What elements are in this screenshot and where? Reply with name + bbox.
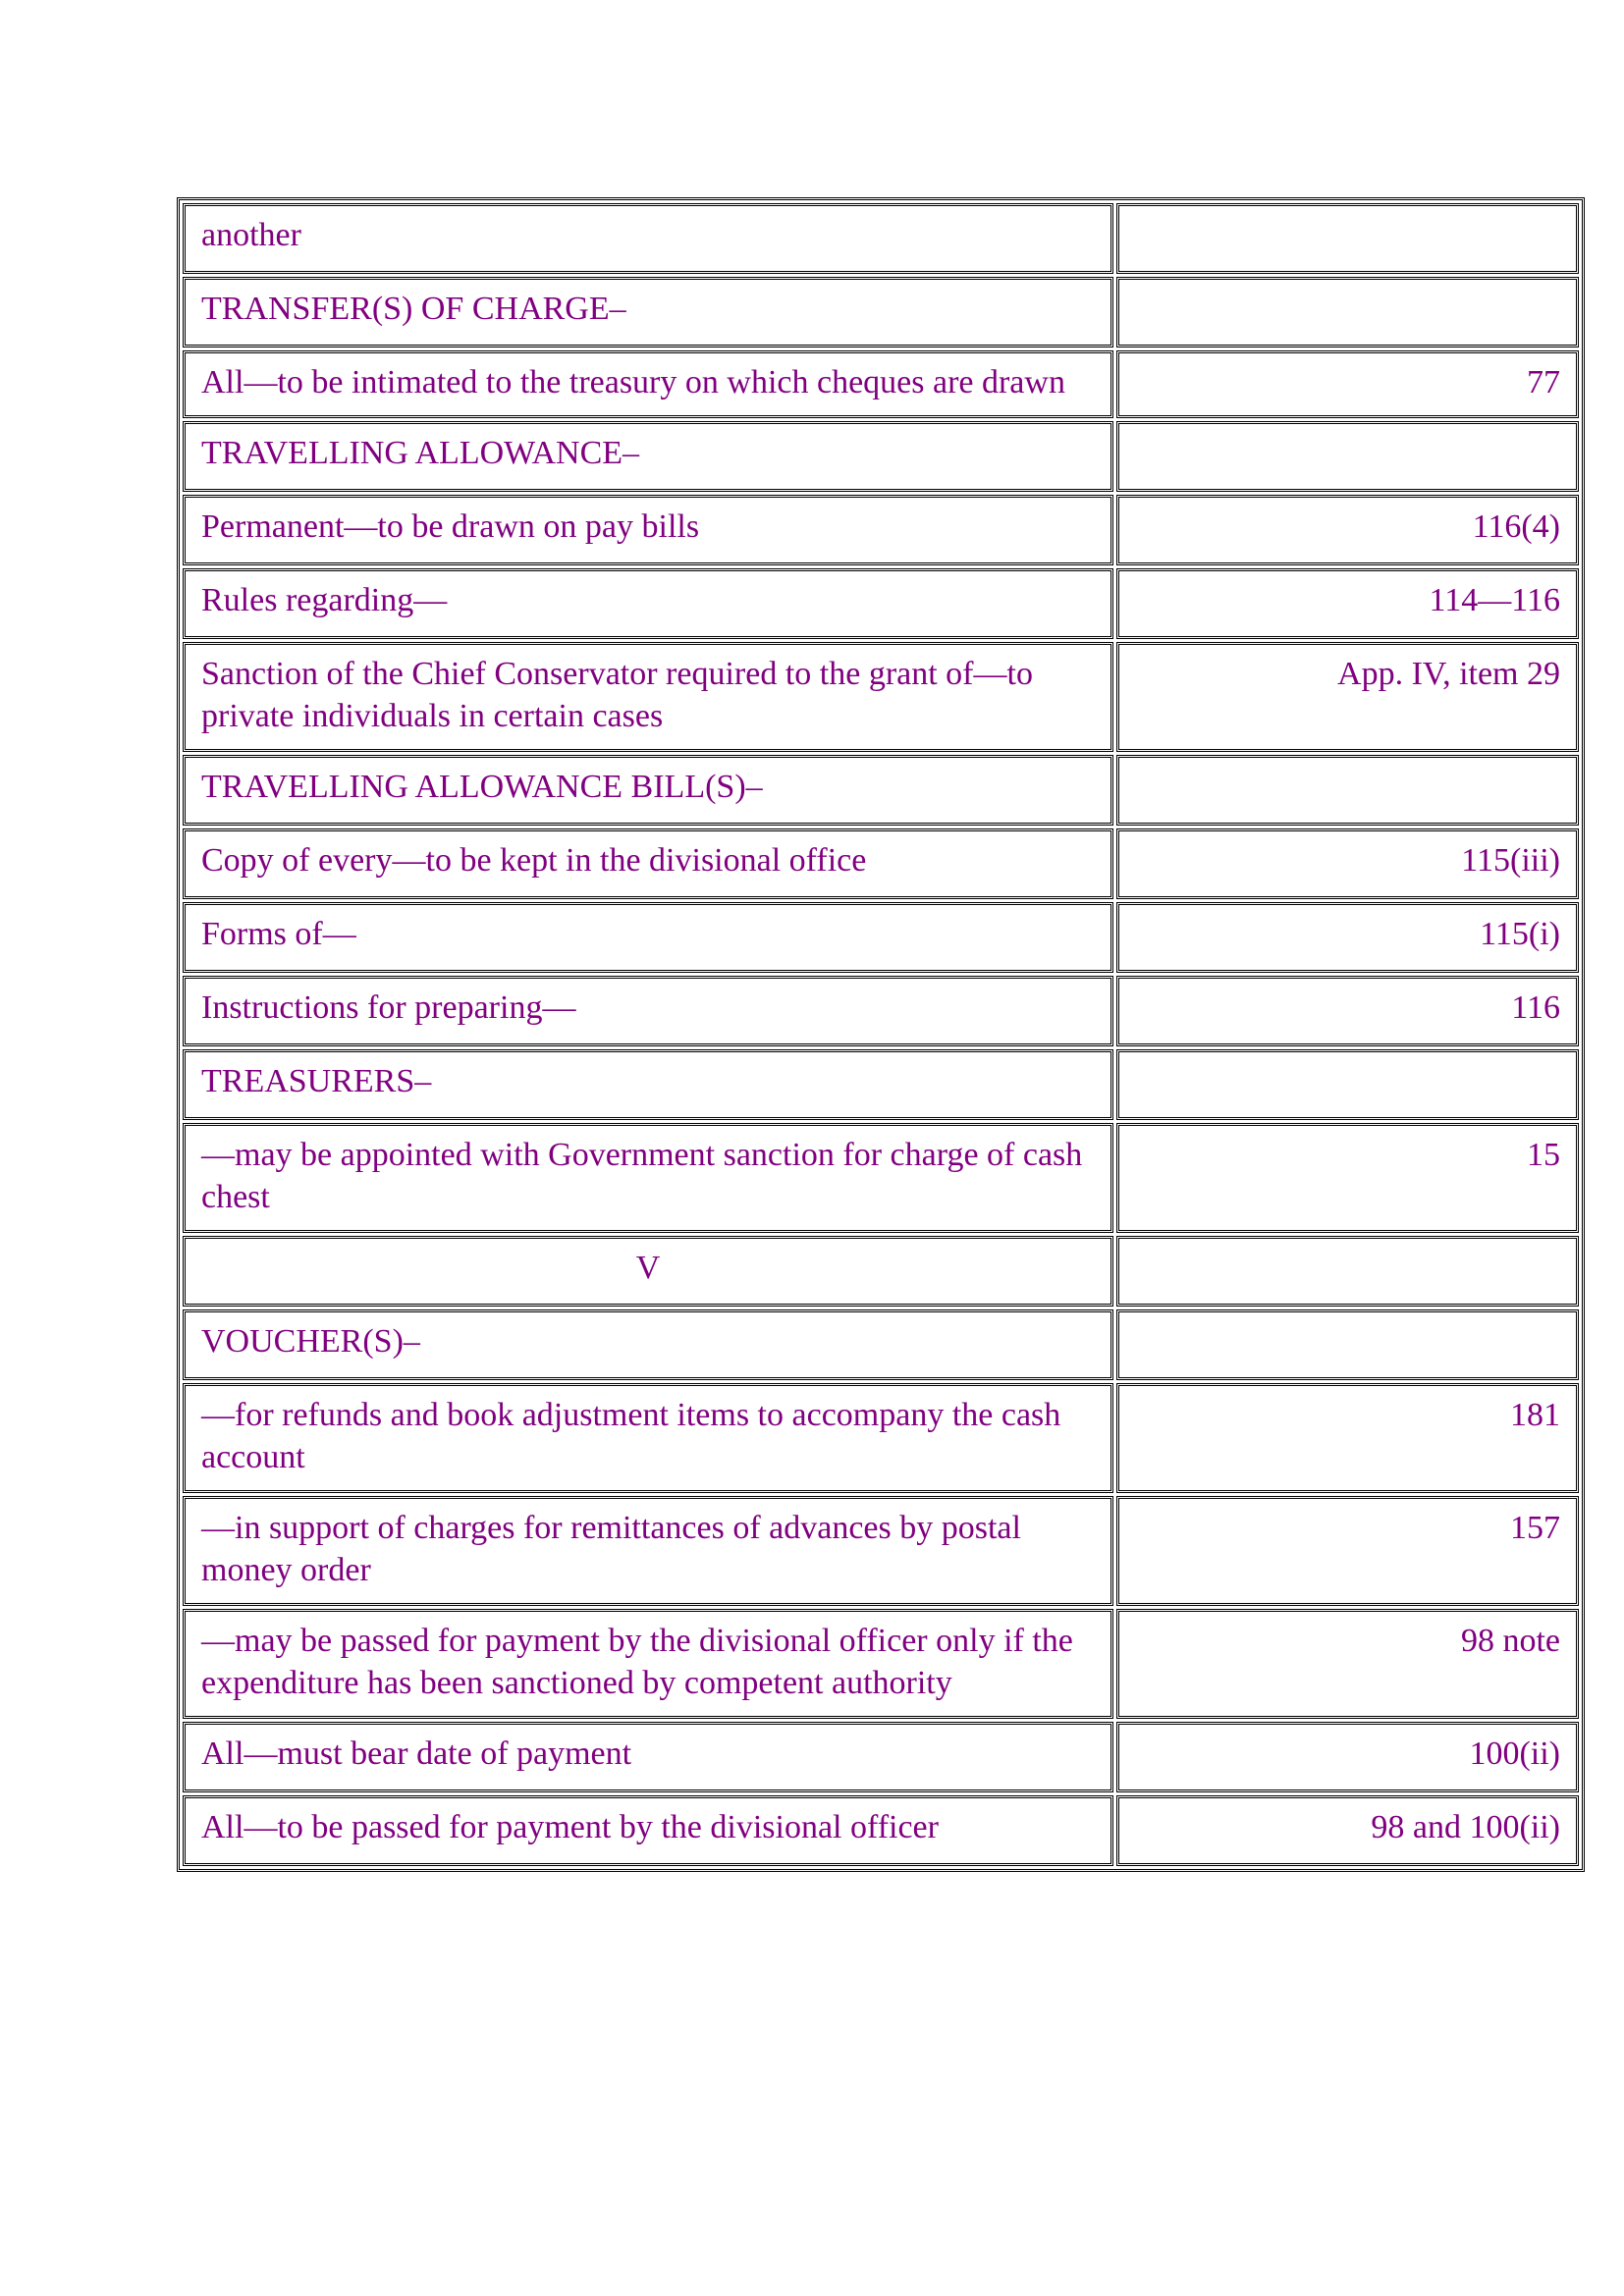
reference-cell: 15 — [1116, 1123, 1579, 1233]
reference-cell: 116 — [1116, 976, 1579, 1046]
section-letter-row — [183, 1236, 1579, 1307]
table-row — [183, 902, 1579, 973]
subject-cell: —may be passed for payment by the divisional officer only if the expenditure has been sanctioned by competent authority — [183, 1609, 1113, 1719]
reference-cell: 114—116 — [1116, 568, 1579, 639]
reference-cell: App. IV, item 29 — [1116, 642, 1579, 752]
reference-cell: 157 — [1116, 1496, 1579, 1606]
subject-cell: All—to be passed for payment by the divisional officer — [183, 1795, 1113, 1866]
table-row — [183, 1795, 1579, 1866]
reference-cell: 115(i) — [1116, 902, 1579, 973]
table-row — [183, 1722, 1579, 1792]
table-row — [183, 568, 1579, 639]
subject-cell: Instructions for preparing— — [183, 976, 1113, 1046]
subject-cell: —may be appointed with Government sanction for charge of cash chest — [183, 1123, 1113, 1233]
table-row — [183, 976, 1579, 1046]
table-row — [183, 350, 1579, 418]
reference-cell: 181 — [1116, 1383, 1579, 1493]
table-row — [183, 1123, 1579, 1233]
reference-cell — [1116, 203, 1579, 274]
table-row — [183, 495, 1579, 565]
subject-cell: TRAVELLING ALLOWANCE– — [183, 421, 1113, 492]
reference-cell — [1116, 1236, 1579, 1307]
reference-cell: 98 note — [1116, 1609, 1579, 1719]
table-row — [183, 421, 1579, 492]
table-row — [183, 828, 1579, 899]
table-row — [183, 1496, 1579, 1606]
table-row — [183, 203, 1579, 274]
table-row — [183, 1309, 1579, 1380]
subject-cell: TREASURERS– — [183, 1049, 1113, 1120]
subject-cell: another — [183, 203, 1113, 274]
subject-cell: Forms of— — [183, 902, 1113, 973]
table-row — [183, 1049, 1579, 1120]
reference-cell: 77 — [1116, 350, 1579, 418]
index-table — [177, 197, 1585, 1872]
section-letter: V — [183, 1236, 1113, 1307]
subject-cell: All—must bear date of payment — [183, 1722, 1113, 1792]
subject-cell: —for refunds and book adjustment items to accompany the cash account — [183, 1383, 1113, 1493]
subject-cell: TRAVELLING ALLOWANCE BILL(S)– — [183, 755, 1113, 826]
reference-cell — [1116, 1049, 1579, 1120]
subject-cell: Sanction of the Chief Conservator required to the grant of—to private individuals in certain cases — [183, 642, 1113, 752]
table-row — [183, 277, 1579, 347]
table-row — [183, 642, 1579, 752]
reference-cell: 100(ii) — [1116, 1722, 1579, 1792]
subject-cell: All—to be intimated to the treasury on which cheques are drawn — [183, 350, 1113, 418]
table-row — [183, 1609, 1579, 1719]
subject-cell: Copy of every—to be kept in the divisional office — [183, 828, 1113, 899]
subject-cell: —in support of charges for remittances of advances by postal money order — [183, 1496, 1113, 1606]
subject-cell: Rules regarding— — [183, 568, 1113, 639]
reference-cell — [1116, 1309, 1579, 1380]
reference-cell: 98 and 100(ii) — [1116, 1795, 1579, 1866]
table-row — [183, 755, 1579, 826]
reference-cell: 116(4) — [1116, 495, 1579, 565]
reference-cell — [1116, 421, 1579, 492]
subject-cell: Permanent—to be drawn on pay bills — [183, 495, 1113, 565]
subject-cell: TRANSFER(S) OF CHARGE– — [183, 277, 1113, 347]
reference-cell — [1116, 277, 1579, 347]
subject-cell: VOUCHER(S)– — [183, 1309, 1113, 1380]
reference-cell — [1116, 755, 1579, 826]
reference-cell: 115(iii) — [1116, 828, 1579, 899]
table-row — [183, 1383, 1579, 1493]
